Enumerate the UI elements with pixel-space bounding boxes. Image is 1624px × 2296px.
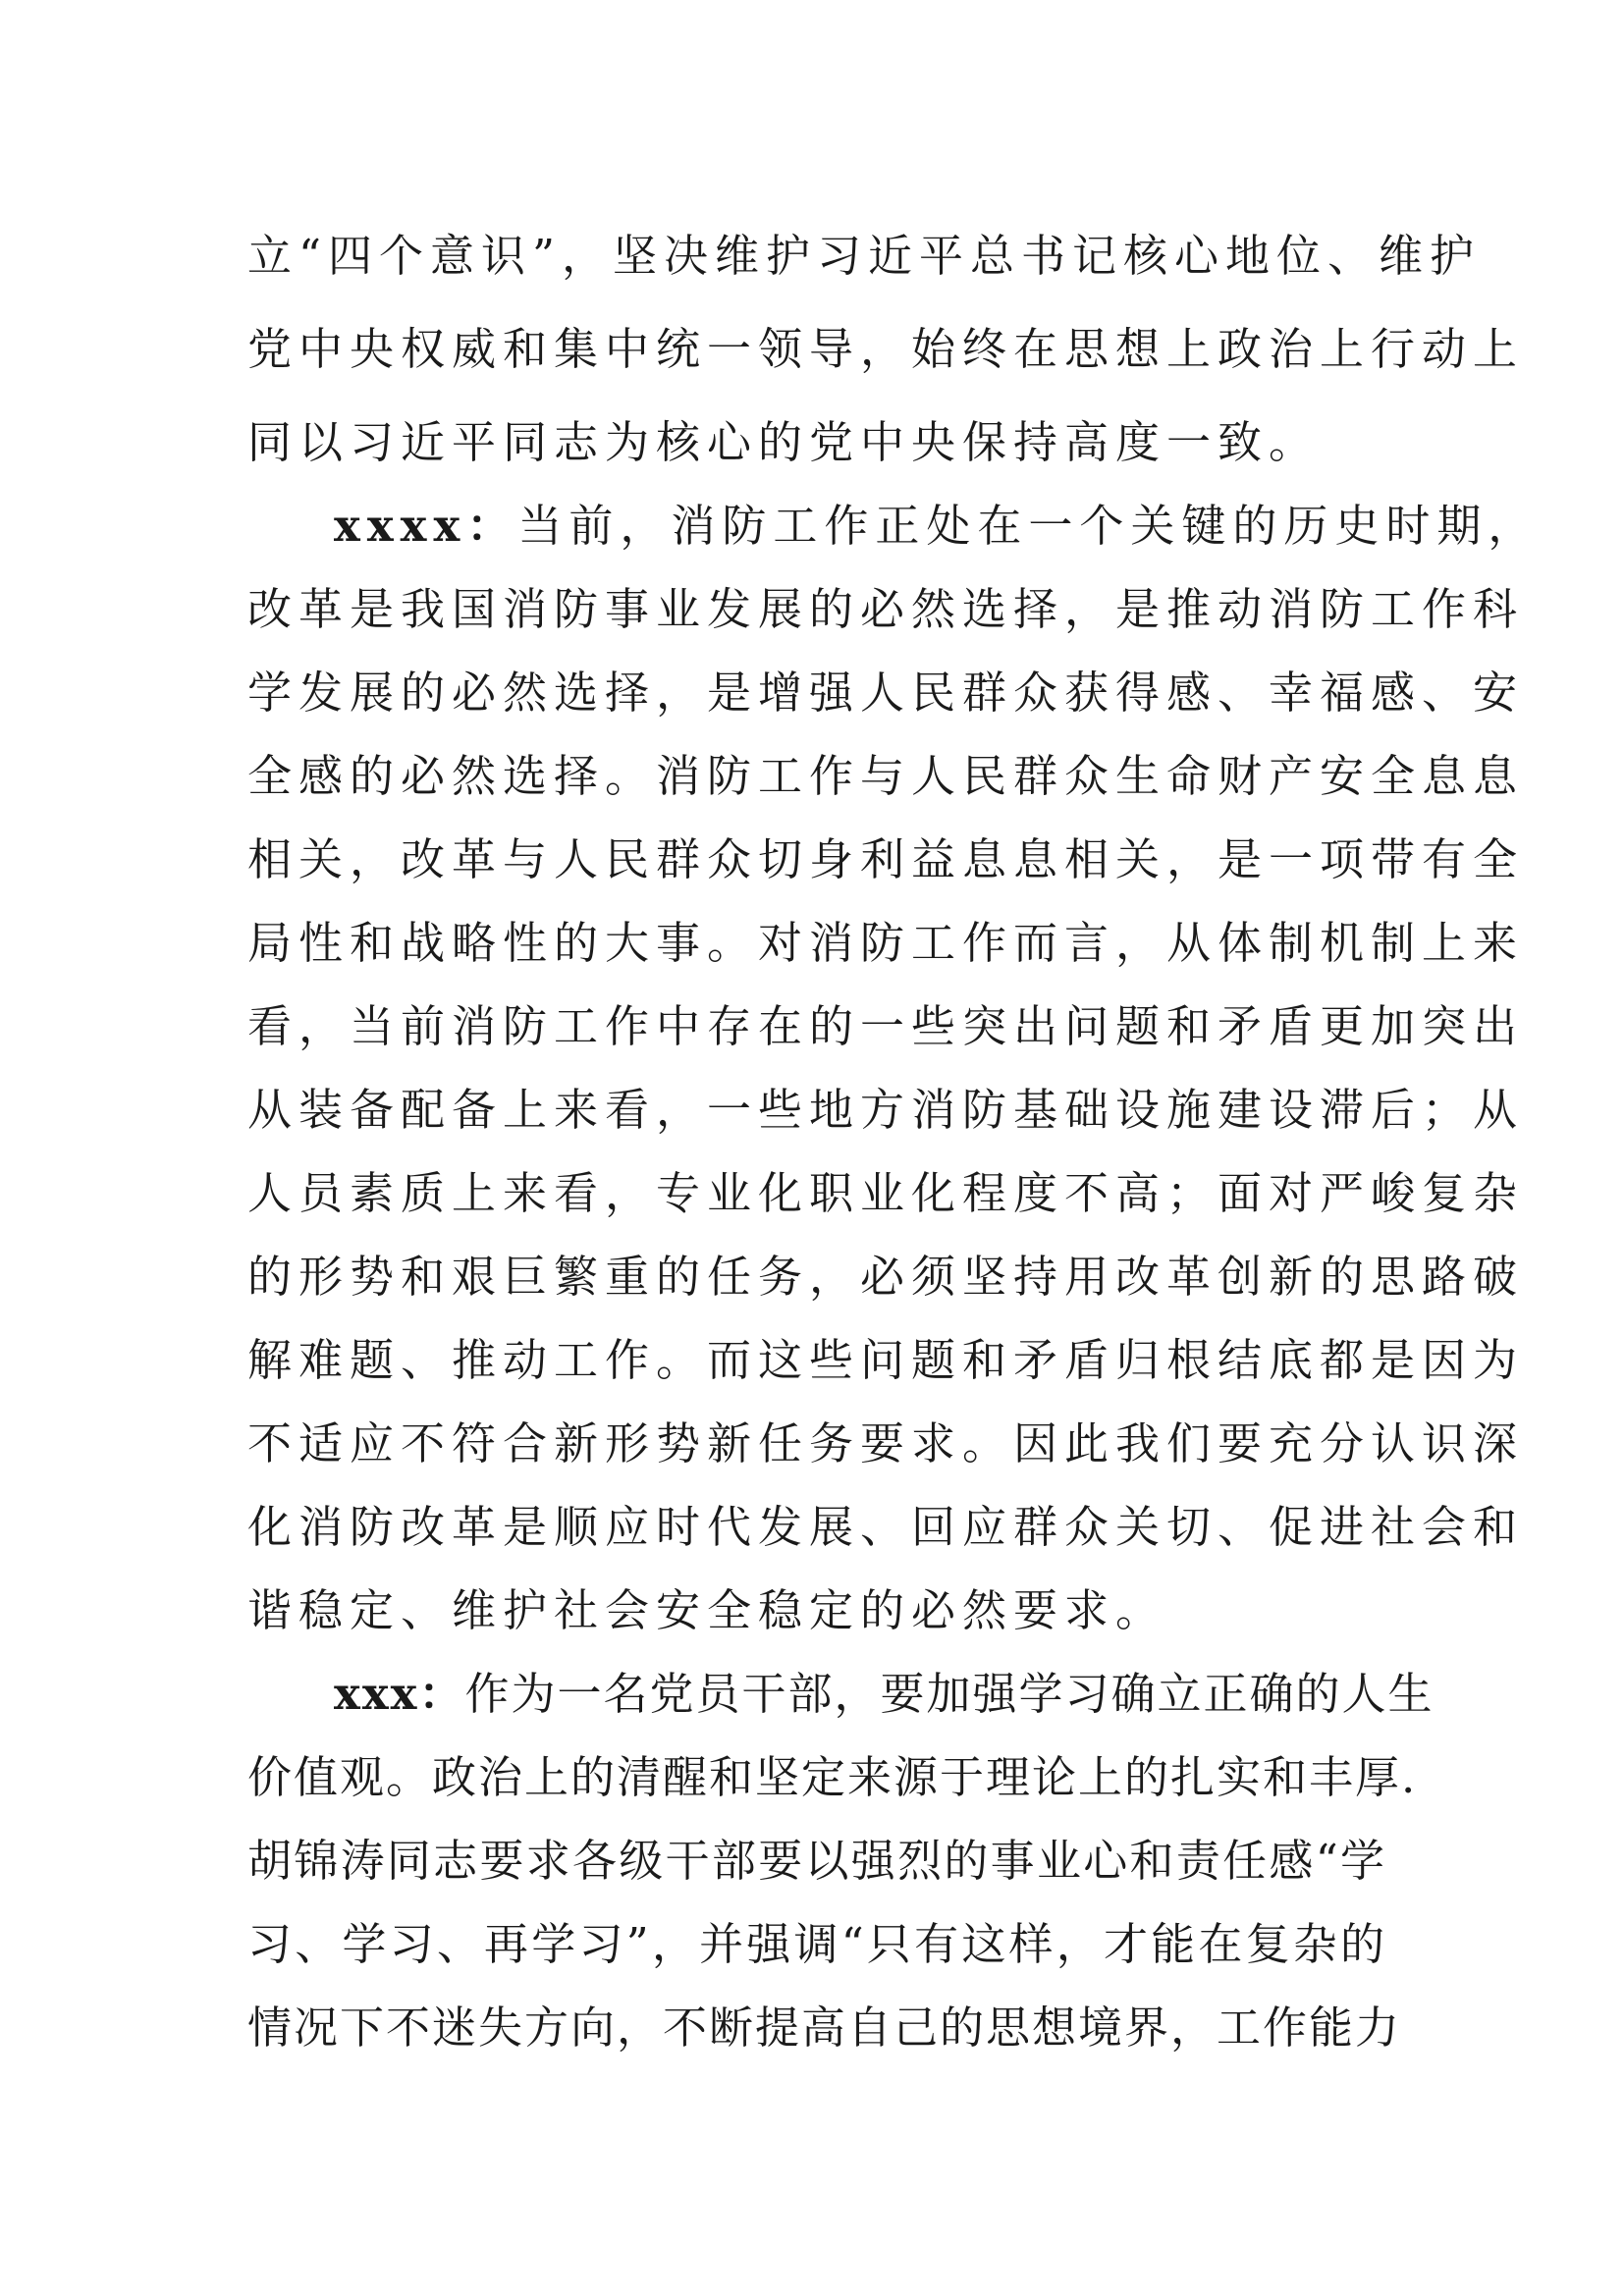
text-line: 情况下不迷失方向，不断提高自己的思想境界，工作能力 — [247, 2002, 1402, 2054]
text-line: 不适应不符合新形势新任务要求。因此我们要充分认识深 — [247, 1417, 1525, 1469]
text-line: 党中央权威和集中统一领导，始终在思想上政治上行动上 — [247, 323, 1525, 375]
text-line: 立“四个意识”，坚决维护习近平总书记核心地位、维护 — [247, 230, 1482, 282]
speaker-label: xxxx： — [334, 500, 518, 552]
text-line: 习、学习、再学习”，并强调“只有这样，才能在复杂的 — [247, 1918, 1386, 1970]
text-line: 从装备配备上来看，一些地方消防基础设施建设滞后；从 — [247, 1084, 1525, 1136]
text-line: 全感的必然选择。消防工作与人民群众生命财产安全息息 — [247, 750, 1525, 802]
text-line: 改革是我国消防事业发展的必然选择，是推动消防工作科 — [247, 583, 1525, 635]
text-line: 相关，改革与人民群众切身利益息息相关，是一项带有全 — [247, 833, 1525, 885]
speaker-label: xxx： — [334, 1668, 465, 1720]
text-line: 谐稳定、维护社会安全稳定的必然要求。 — [247, 1584, 1167, 1636]
text-line: 学发展的必然选择，是增强人民群众获得感、幸福感、安 — [247, 667, 1525, 719]
text-line: 价值观。政治上的清醒和坚定来源于理论上的扎实和丰厚. — [247, 1751, 1418, 1803]
text-line: 的形势和艰巨繁重的任务，必须坚持用改革创新的思路破 — [247, 1251, 1525, 1303]
paragraph-text: 作为一名党员干部，要加强学习确立正确的人生 — [464, 1668, 1435, 1720]
text-line: 解难题、推动工作。而这些问题和矛盾归根结底都是因为 — [247, 1334, 1525, 1386]
paragraph-text: 当前，消防工作正处在一个关键的历史时期， — [517, 500, 1540, 552]
text-line: 同以习近平同志为核心的党中央保持高度一致。 — [247, 416, 1321, 468]
paragraph-first-line — [334, 487, 1540, 565]
text-line: 看，当前消防工作中存在的一些突出问题和矛盾更加突出 — [247, 1000, 1525, 1052]
text-line: 化消防改革是顺应时代发展、回应群众关切、促进社会和 — [247, 1501, 1525, 1553]
text-line: 人员素质上来看，专业化职业化程度不高；面对严峻复杂 — [247, 1167, 1525, 1219]
text-line: 局性和战略性的大事。对消防工作而言，从体制机制上来 — [247, 917, 1525, 969]
text-line: 胡锦涛同志要求各级干部要以强烈的事业心和责任感“学 — [247, 1835, 1386, 1887]
paragraph-first-line — [334, 1655, 1435, 1734]
